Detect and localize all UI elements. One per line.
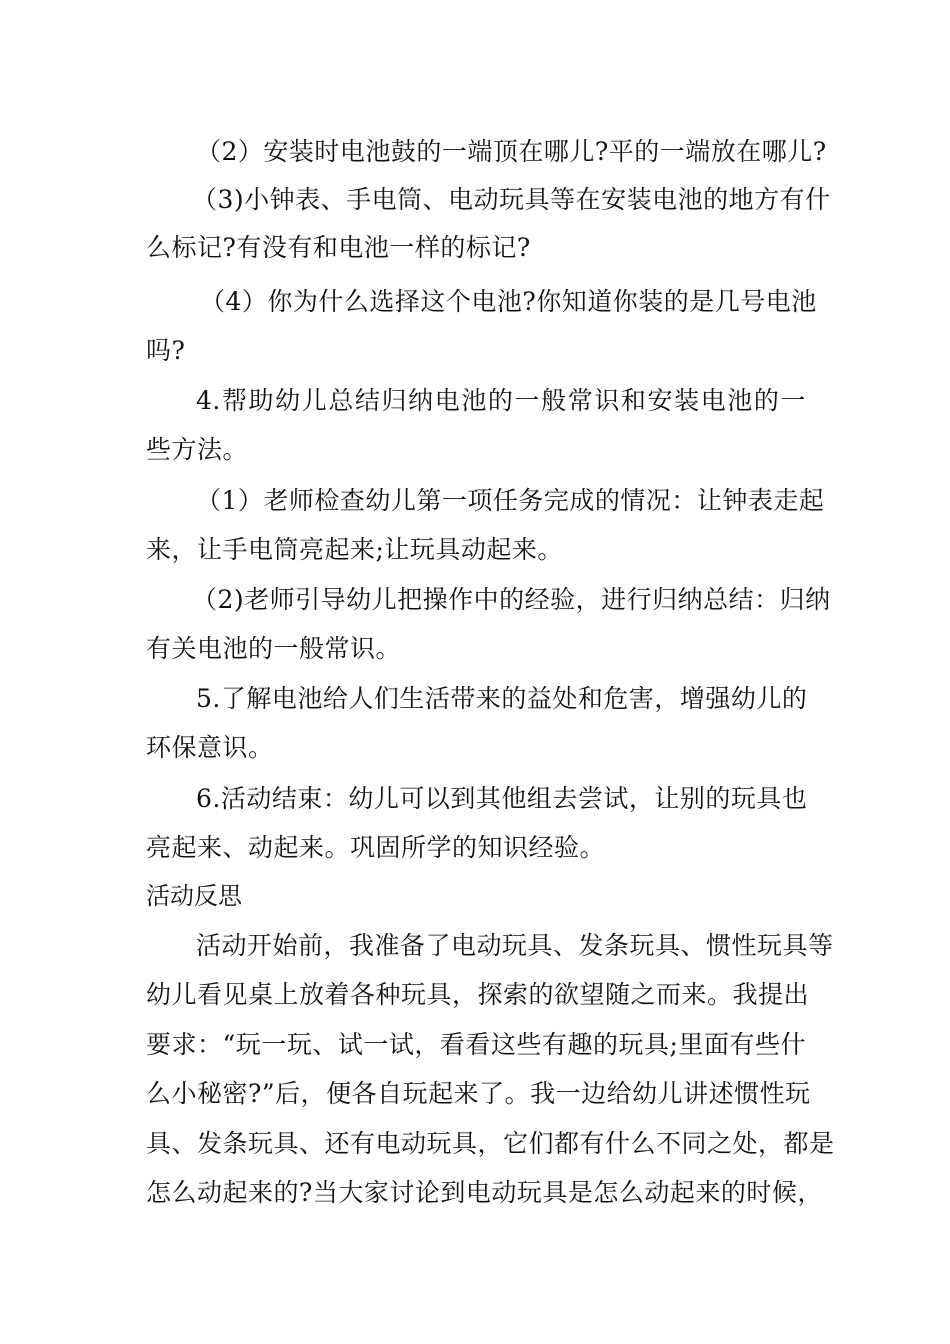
paragraph-line: 么标记?有没有和电池一样的标记?: [146, 233, 531, 262]
paragraph-line: （1）老师检查幼儿第一项任务完成的情况：让钟表走起: [196, 486, 825, 515]
paragraph-line: 活动开始前，我准备了电动玩具、发条玩具、惯性玩具等: [196, 931, 834, 960]
paragraph-line: （2）安装时电池鼓的一端顶在哪儿?平的一端放在哪儿?: [196, 137, 827, 166]
paragraph-line: （2)老师引导幼儿把操作中的经验，进行归纳总结：归纳: [192, 585, 831, 614]
paragraph-line: 么小秘密?”后，便各自玩起来了。我一边给幼儿讲述惯性玩: [146, 1079, 811, 1108]
paragraph-line: 些方法。: [146, 435, 249, 464]
paragraph-line: 4.帮助幼儿总结归纳电池的一般常识和安装电池的一: [196, 386, 806, 415]
paragraph-line: 来，让手电筒亮起来;让玩具动起来。: [146, 535, 563, 564]
paragraph-line: 具、发条玩具、还有电动玩具，它们都有什么不同之处，都是: [146, 1129, 835, 1158]
paragraph-line: 有关电池的一般常识。: [146, 634, 402, 663]
paragraph-line: 吗?: [146, 336, 186, 365]
paragraph-line: 怎么动起来的?当大家讨论到电动玩具是怎么动起来的时候，: [146, 1178, 823, 1207]
paragraph-line: 环保意识。: [146, 733, 274, 762]
paragraph-line: （4）你为什么选择这个电池?你知道你装的是几号电池: [200, 287, 817, 316]
paragraph-line: 幼儿看见桌上放着各种玩具，探索的欲望随之而来。我提出: [146, 980, 810, 1009]
paragraph-line: 亮起来、动起来。巩固所学的知识经验。: [146, 833, 606, 862]
paragraph-line: 6.活动结束：幼儿可以到其他组去尝试，让别的玩具也: [196, 784, 808, 813]
paragraph-line: 要求：“玩一玩、试一试，看看这些有趣的玩具;里面有些什: [146, 1030, 806, 1059]
paragraph-line: 5.了解电池给人们生活带来的益处和危害，增强幼儿的: [196, 684, 808, 713]
section-heading: 活动反思: [146, 882, 242, 910]
paragraph-line: （3)小钟表、手电筒、电动玩具等在安装电池的地方有什: [192, 185, 831, 214]
